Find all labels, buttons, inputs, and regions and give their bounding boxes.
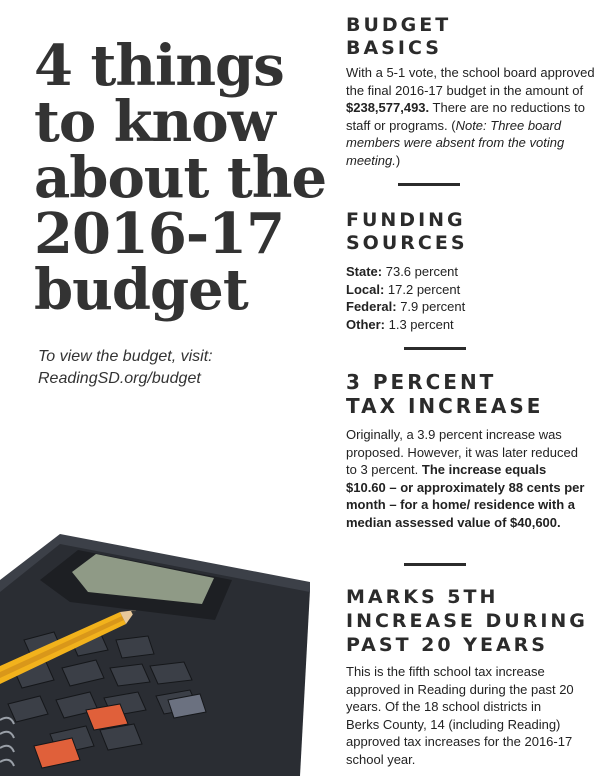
title-line: budget [34,257,248,323]
section-fifth-increase [346,585,594,768]
section-title: FUNDING SOURCES [346,209,468,254]
section-tax-increase [346,370,596,531]
section-title: MARKS 5TH INCREASE DURING PAST 20 YEARS [346,586,588,656]
budget-url[interactable]: ReadingSD.org/budget [38,370,201,387]
page-title [34,33,334,323]
section-budget-basics [346,14,596,169]
calculator-photo [0,520,310,776]
section-body: Originally, a 3.9 percent increase was proposed. However, it was later reduced to 3 percent. The increase equals $10.60 – or approximately 88 cents per month – for a home/ residence with a median assessed value of $40,600. [346,427,585,530]
funding-row: Other: 1.3 percent [346,316,454,332]
divider [404,347,466,350]
section-body: With a 5-1 vote, the school board approved the final 2016-17 budget in the amount of $238,577,493. There are no reductions to staff or programs. (Note: Three board members were absent from the voting meeting.) [346,65,595,168]
funding-row: Local: 17.2 percent [346,281,461,297]
visit-text: To view the budget, visit: [38,348,213,365]
title-line: 2016-17 [34,201,285,267]
title-line: about the [34,145,327,211]
divider [404,563,466,566]
funding-row: Federal: 7.9 percent [346,299,466,314]
divider [398,183,460,186]
increase-detail: The increase equals $10.60 – or approximately 88 cents per month – for a home/ residence with a median assessed value of $40,600. [346,462,585,530]
absence-note: Note: Three board members were absent from the voting meeting. [346,117,565,168]
budget-amount: $238,577,493. [346,100,430,115]
funding-list [346,263,596,333]
title-line: 4 things [34,33,284,99]
section-title: 3 PERCENT TAX INCREASE [346,370,544,418]
section-funding-sources [346,209,596,333]
funding-row: State: 73.6 percent [346,264,459,279]
title-line: to know [34,89,275,155]
section-body: This is the fifth school tax increase approved in Reading during the past 20 years. Of the 18 school districts in Berks County, 14 (including Reading) approved tax increases for the 2016-17 school year. [346,664,574,767]
budget-link-note [38,346,298,390]
section-title: BUDGET BASICS [346,14,452,59]
